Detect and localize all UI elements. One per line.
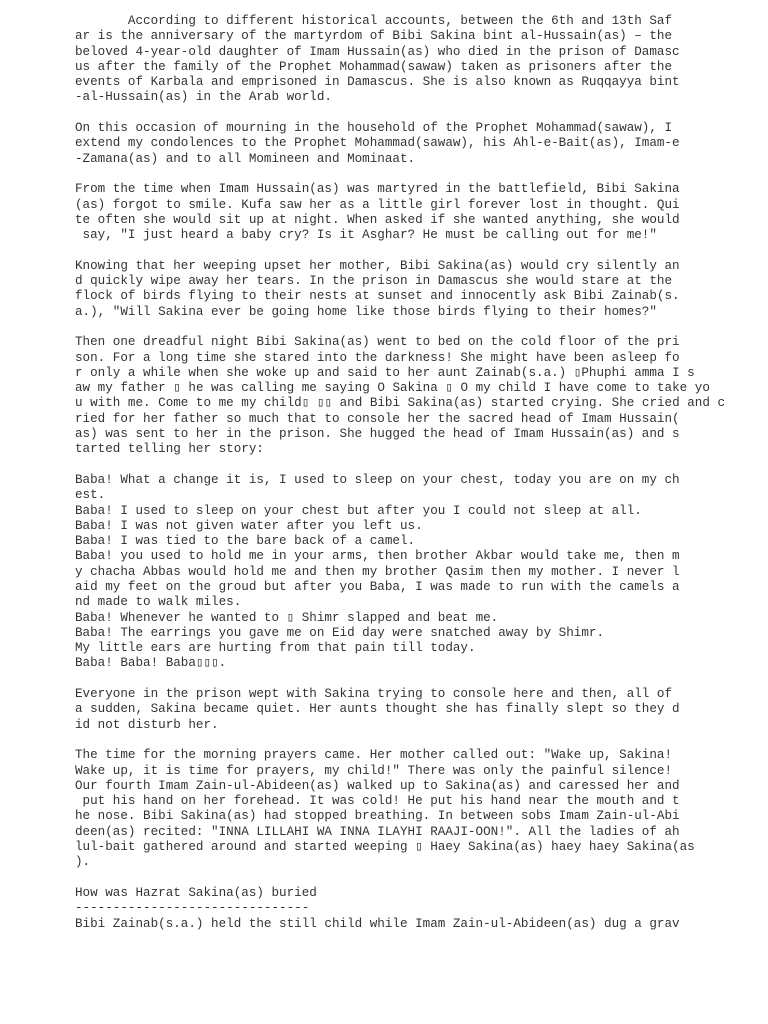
text-line: ). — [75, 855, 91, 870]
text-line: From the time when Imam Hussain(as) was martyred in the battlefield, Bibi Sakina — [75, 182, 680, 197]
text-line: tarted telling her story: — [75, 442, 264, 457]
text-line: lul-bait gathered around and started weeping ▯ Haey Sakina(as) haey haey Sakina(as — [75, 840, 695, 855]
text-line: Then one dreadful night Bibi Sakina(as) went to bed on the cold floor of the pri — [75, 335, 680, 350]
text-line: a.), "Will Sakina ever be going home like those birds flying to their homes?" — [75, 304, 657, 319]
paragraph-7 — [75, 687, 755, 733]
text-line: us after the family of the Prophet Mohammad(sawaw) taken as prisoners after the — [75, 59, 673, 74]
text-line: How was Hazrat Sakina(as) buried — [75, 885, 317, 900]
text-line: ------------------------------- — [75, 901, 310, 916]
text-line: ar is the anniversary of the martyrdom of Bibi Sakina bint al-Hussain(as) – the — [75, 29, 673, 44]
text-line: nd made to walk miles. — [75, 595, 242, 610]
text-line: beloved 4-year-old daughter of Imam Hussain(as) who died in the prison of Damasc — [75, 44, 680, 59]
paragraph-3 — [75, 182, 755, 243]
text-line: aw my father ▯ he was calling me saying O Sakina ▯ O my child I have come to take yo — [75, 381, 710, 396]
text-line: -al-Hussain(as) in the Arab world. — [75, 90, 332, 105]
text-line: -Zamana(as) and to all Momineen and Mominaat. — [75, 151, 416, 166]
text-line: Everyone in the prison wept with Sakina trying to console here and then, all of — [75, 687, 673, 702]
text-line: Baba! What a change it is, I used to sleep on your chest, today you are on my ch — [75, 472, 680, 487]
text-line: extend my condolences to the Prophet Mohammad(sawaw), his Ahl-e-Bait(as), Imam-e — [75, 136, 680, 151]
text-line: d quickly wipe away her tears. In the prison in Damascus she would stare at the — [75, 274, 673, 289]
text-line: events of Karbala and emprisoned in Damascus. She is also known as Ruqqayya bint — [75, 75, 680, 90]
text-line: On this occasion of mourning in the household of the Prophet Mohammad(sawaw), I — [75, 121, 673, 136]
text-line: son. For a long time she stared into the darkness! She might have been asleep fo — [75, 350, 680, 365]
text-line: Baba! Whenever he wanted to ▯ Shimr slapped and beat me. — [75, 610, 499, 625]
text-line: Our fourth Imam Zain-ul-Abideen(as) walked up to Sakina(as) and caressed her and — [75, 778, 680, 793]
text-line: put his hand on her forehead. It was cold! He put his hand near the mouth and t — [75, 794, 680, 809]
text-line: Wake up, it is time for prayers, my child!" There was only the painful silence! — [75, 763, 673, 778]
text-line: Baba! I was tied to the bare back of a camel. — [75, 534, 416, 549]
text-line: te often she would sit up at night. When asked if she wanted anything, she would — [75, 212, 680, 227]
text-line: flock of birds flying to their nests at sunset and innocently ask Bibi Zainab(s. — [75, 289, 680, 304]
text-line: he nose. Bibi Sakina(as) had stopped breathing. In between sobs Imam Zain-ul-Abi — [75, 809, 680, 824]
text-line: id not disturb her. — [75, 717, 219, 732]
text-line: r only a while when she woke up and said to her aunt Zainab(s.a.) ▯Phuphi amma I s — [75, 365, 695, 380]
text-line: Baba! you used to hold me in your arms, then brother Akbar would take me, then m — [75, 549, 680, 564]
text-line: say, "I just heard a baby cry? Is it Asghar? He must be calling out for me!" — [75, 228, 657, 243]
paragraph-8 — [75, 748, 755, 870]
text-line: Baba! Baba! Baba▯▯▯. — [75, 656, 227, 671]
document-body — [75, 14, 755, 947]
text-line: aid my feet on the groud but after you Baba, I was made to run with the camels a — [75, 579, 680, 594]
text-line: ried for her father so much that to console her the sacred head of Imam Hussain( — [75, 411, 680, 426]
paragraph-5 — [75, 335, 755, 457]
text-line: a sudden, Sakina became quiet. Her aunts thought she has finally slept so they d — [75, 702, 680, 717]
paragraph-2 — [75, 121, 755, 167]
text-line: deen(as) recited: "INNA LILLAHI WA INNA ILAYHI RAAJI-OON!". All the ladies of ah — [75, 824, 680, 839]
text-line: est. — [75, 488, 106, 503]
text-line: Baba! I used to sleep on your chest but after you I could not sleep at all. — [75, 503, 642, 518]
text-line: Knowing that her weeping upset her mother, Bibi Sakina(as) would cry silently an — [75, 258, 680, 273]
text-line: u with me. Come to me my child▯ ▯▯ and Bibi Sakina(as) started crying. She cried and c — [75, 396, 726, 411]
paragraph-1 — [75, 14, 755, 106]
paragraph-6 — [75, 473, 755, 672]
text-line: (as) forgot to smile. Kufa saw her as a little girl forever lost in thought. Qui — [75, 197, 680, 212]
text-line: Baba! The earrings you gave me on Eid day were snatched away by Shimr. — [75, 625, 605, 640]
text-line: Baba! I was not given water after you left us. — [75, 518, 423, 533]
paragraph-4 — [75, 259, 755, 320]
text-line: y chacha Abbas would hold me and then my brother Qasim then my mother. I never l — [75, 564, 680, 579]
text-line: as) was sent to her in the prison. She hugged the head of Imam Hussain(as) and s — [75, 427, 680, 442]
text-line: Bibi Zainab(s.a.) held the still child while Imam Zain-ul-Abideen(as) dug a grav — [75, 916, 680, 931]
text-line: According to different historical accounts, between the 6th and 13th Saf — [75, 14, 673, 28]
text-line: My little ears are hurting from that pain till today. — [75, 641, 476, 656]
text-line: The time for the morning prayers came. Her mother called out: "Wake up, Sakina! — [75, 748, 673, 763]
paragraph-9 — [75, 886, 755, 932]
